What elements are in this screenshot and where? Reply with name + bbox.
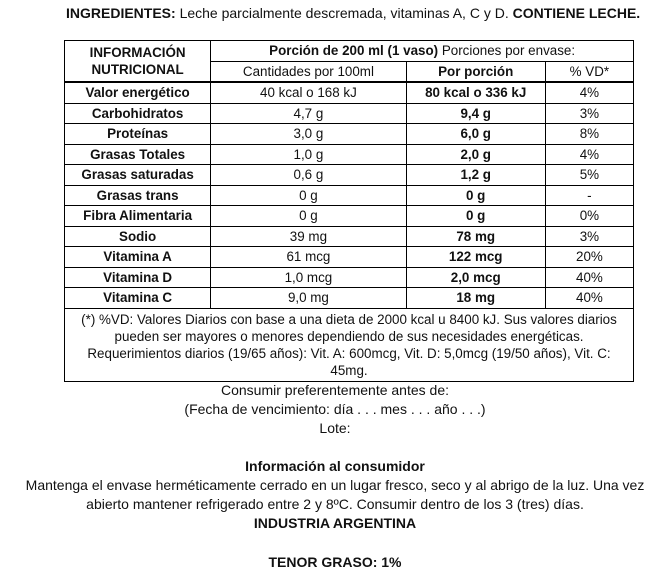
- consumer-info-title: Información al consumidor: [245, 458, 425, 474]
- nutrient-name: Grasas Totales: [65, 144, 211, 165]
- daily-value: 20%: [545, 247, 633, 268]
- expiry-date-placeholder: (Fecha de vencimiento: día . . . mes . . . año . . .): [184, 401, 486, 417]
- table-header-row-1: [65, 41, 634, 62]
- nutrient-name: Fibra Alimentaria: [65, 206, 211, 227]
- nutrient-name: Carbohidratos: [65, 103, 211, 124]
- amount-per-portion: 122 mcg: [406, 247, 545, 268]
- nutrient-name: Grasas trans: [65, 185, 211, 206]
- portion-header: [211, 41, 634, 62]
- amount-per-portion: 80 kcal o 336 kJ: [406, 82, 545, 103]
- consumer-info-text: Mantenga el envase herméticamente cerrado en un lugar fresco, seco y al abrigo de la luz. Una vez abierto mantener refrigerado entre 2 y 8ºC. Consumir dentro de los 3 (tres) días.: [25, 477, 645, 512]
- amount-per-portion: 0 g: [406, 185, 545, 206]
- table-title: [65, 41, 211, 83]
- fat-content: TENOR GRASO: 1%: [268, 554, 402, 570]
- amount-per-100ml: 0 g: [211, 206, 406, 227]
- consumer-info-block: [0, 457, 670, 533]
- amount-per-portion: 6,0 g: [406, 124, 545, 145]
- amount-per-100ml: 9,0 mg: [211, 288, 406, 309]
- amount-per-100ml: 1,0 g: [211, 144, 406, 165]
- daily-value: -: [545, 185, 633, 206]
- daily-value: 5%: [545, 165, 633, 186]
- nutrient-name: Vitamina C: [65, 288, 211, 309]
- table-row: [65, 82, 634, 103]
- portion-size: Porción de 200 ml (1 vaso): [269, 43, 439, 59]
- table-row: [65, 103, 634, 124]
- amount-per-100ml: 0 g: [211, 185, 406, 206]
- nutrient-name: Vitamina A: [65, 247, 211, 268]
- contains-warning: CONTIENE LECHE.: [512, 5, 641, 21]
- daily-value: 40%: [545, 267, 633, 288]
- ingredients-line: [66, 4, 641, 22]
- table-row: [65, 226, 634, 247]
- amount-per-portion: 78 mg: [406, 226, 545, 247]
- nutrient-name: Sodio: [65, 226, 211, 247]
- table-row: [65, 206, 634, 227]
- table-row: [65, 165, 634, 186]
- amount-per-portion: 2,0 g: [406, 144, 545, 165]
- amount-per-100ml: 4,7 g: [211, 103, 406, 124]
- nutrition-table: [64, 40, 634, 382]
- footnote-row: [65, 308, 634, 381]
- daily-value: 0%: [545, 206, 633, 227]
- portions-per-package: Porciones por envase:: [438, 43, 576, 59]
- nutrient-name: Valor energético: [65, 82, 211, 103]
- col-header-100ml: Cantidades por 100ml: [211, 61, 406, 82]
- col-header-portion: Por porción: [406, 61, 545, 82]
- footnote: (*) %VD: Valores Diarios con base a una dieta de 2000 kcal u 8400 kJ. Sus valores diarios pueden ser mayores o menores dependiendo de sus necesidades energéticas. Requerimientos diarios (19/65 años): Vit. A: 600mcg, Vit. D: 5,0mcg (19/50 años), Vit. C: 45mg.: [65, 308, 634, 381]
- daily-value: 3%: [545, 103, 633, 124]
- amount-per-100ml: 0,6 g: [211, 165, 406, 186]
- amount-per-portion: 9,4 g: [406, 103, 545, 124]
- table-row: [65, 267, 634, 288]
- amount-per-portion: 0 g: [406, 206, 545, 227]
- amount-per-100ml: 61 mcg: [211, 247, 406, 268]
- table-title-line1: INFORMACIÓN: [89, 45, 186, 60]
- table-row: [65, 144, 634, 165]
- table-row: [65, 288, 634, 309]
- ingredients-label: INGREDIENTES:: [66, 5, 176, 21]
- table-row: [65, 185, 634, 206]
- daily-value: 8%: [545, 124, 633, 145]
- amount-per-100ml: 39 mg: [211, 226, 406, 247]
- amount-per-100ml: 40 kcal o 168 kJ: [211, 82, 406, 103]
- daily-value: 40%: [545, 288, 633, 309]
- lot-label: Lote:: [319, 420, 351, 436]
- amount-per-portion: 18 mg: [406, 288, 545, 309]
- table-title-line2: NUTRICIONAL: [91, 62, 184, 77]
- consume-by-label: Consumir preferentemente antes de:: [220, 382, 449, 398]
- nutrient-name: Vitamina D: [65, 267, 211, 288]
- ingredients-text: Leche parcialmente descremada, vitaminas A, C y D.: [175, 5, 513, 21]
- daily-value: 3%: [545, 226, 633, 247]
- consume-by-block: [0, 381, 670, 438]
- daily-value: 4%: [545, 82, 633, 103]
- amount-per-100ml: 3,0 g: [211, 124, 406, 145]
- table-row: [65, 124, 634, 145]
- table-row: [65, 247, 634, 268]
- nutrient-name: Proteínas: [65, 124, 211, 145]
- daily-value: 4%: [545, 144, 633, 165]
- amount-per-portion: 2,0 mcg: [406, 267, 545, 288]
- origin-label: INDUSTRIA ARGENTINA: [253, 515, 417, 531]
- amount-per-portion: 1,2 g: [406, 165, 545, 186]
- nutrient-name: Grasas saturadas: [65, 165, 211, 186]
- amount-per-100ml: 1,0 mcg: [211, 267, 406, 288]
- col-header-vd: % VD*: [545, 61, 633, 82]
